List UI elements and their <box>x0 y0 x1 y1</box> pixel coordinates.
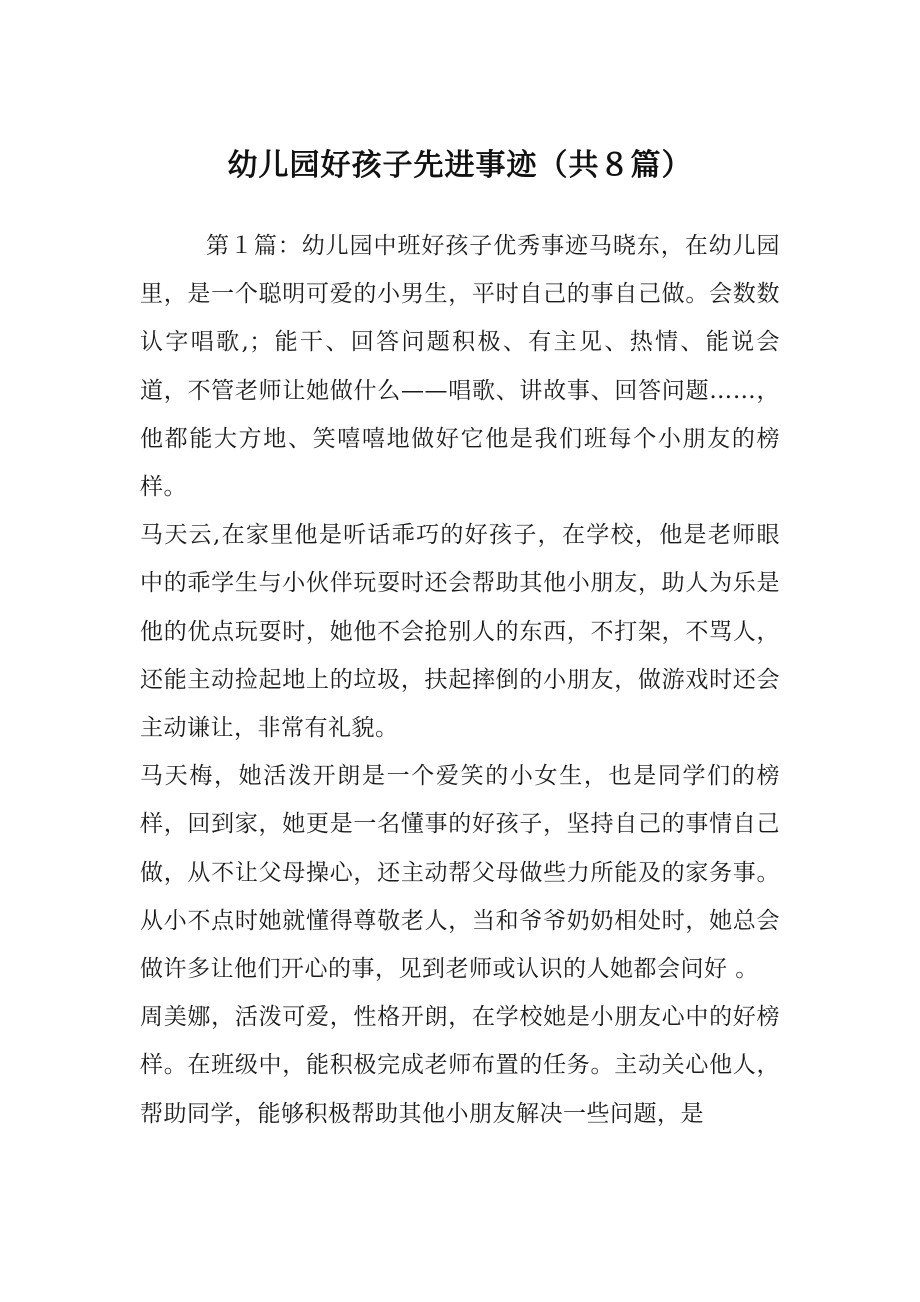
paragraph-4: 周美娜，活泼可爱，性格开朗，在学校她是小朋友心中的好榜样。在班级中，能积极完成老师布置的任务。主动关心他人，帮助同学，能够积极帮助其他小朋友解决一些问题，是 <box>140 1004 780 1127</box>
paragraph-2: 马天云,在家里他是听话乖巧的好孩子，在学校，他是老师眼中的乖学生与小伙伴玩耍时还会帮助其他小朋友，助人为乐是他的优点玩耍时，她他不会抢别人的东西，不打架，不骂人，还能主动捡起地上的垃圾，扶起摔倒的小朋友，做游戏时还会主动谦让，非常有礼貌。 <box>140 522 780 742</box>
paragraph-3: 马天梅，她活泼开朗是一个爱笑的小女生，也是同学们的榜样，回到家，她更是一名懂事的好孩子，坚持自己的事情自己做，从不让父母操心，还主动帮父母做些力所能及的家务事。从小不点时她就懂得尊敬老人，当和爷爷奶奶相处时，她总会做许多让他们开心的事，见到老师或认识的人她都会问好 。 <box>140 763 780 983</box>
document-body <box>140 222 780 1138</box>
paragraph-1: 第１篇：幼儿园中班好孩子优秀事迹马晓东，在幼儿园里，是一个聪明可爱的小男生，平时自己的事自己做。会数数认字唱歌,；能干、回答问题积极、有主见、热情、能说会道，不管老师让她做什么——唱歌、讲故事、回答问题……，他都能大方地、笑嘻嘻地做好它他是我们班每个小朋友的榜样。 <box>140 233 780 501</box>
document-title: 幼儿园好孩子先进事迹（共８篇） <box>227 148 693 183</box>
